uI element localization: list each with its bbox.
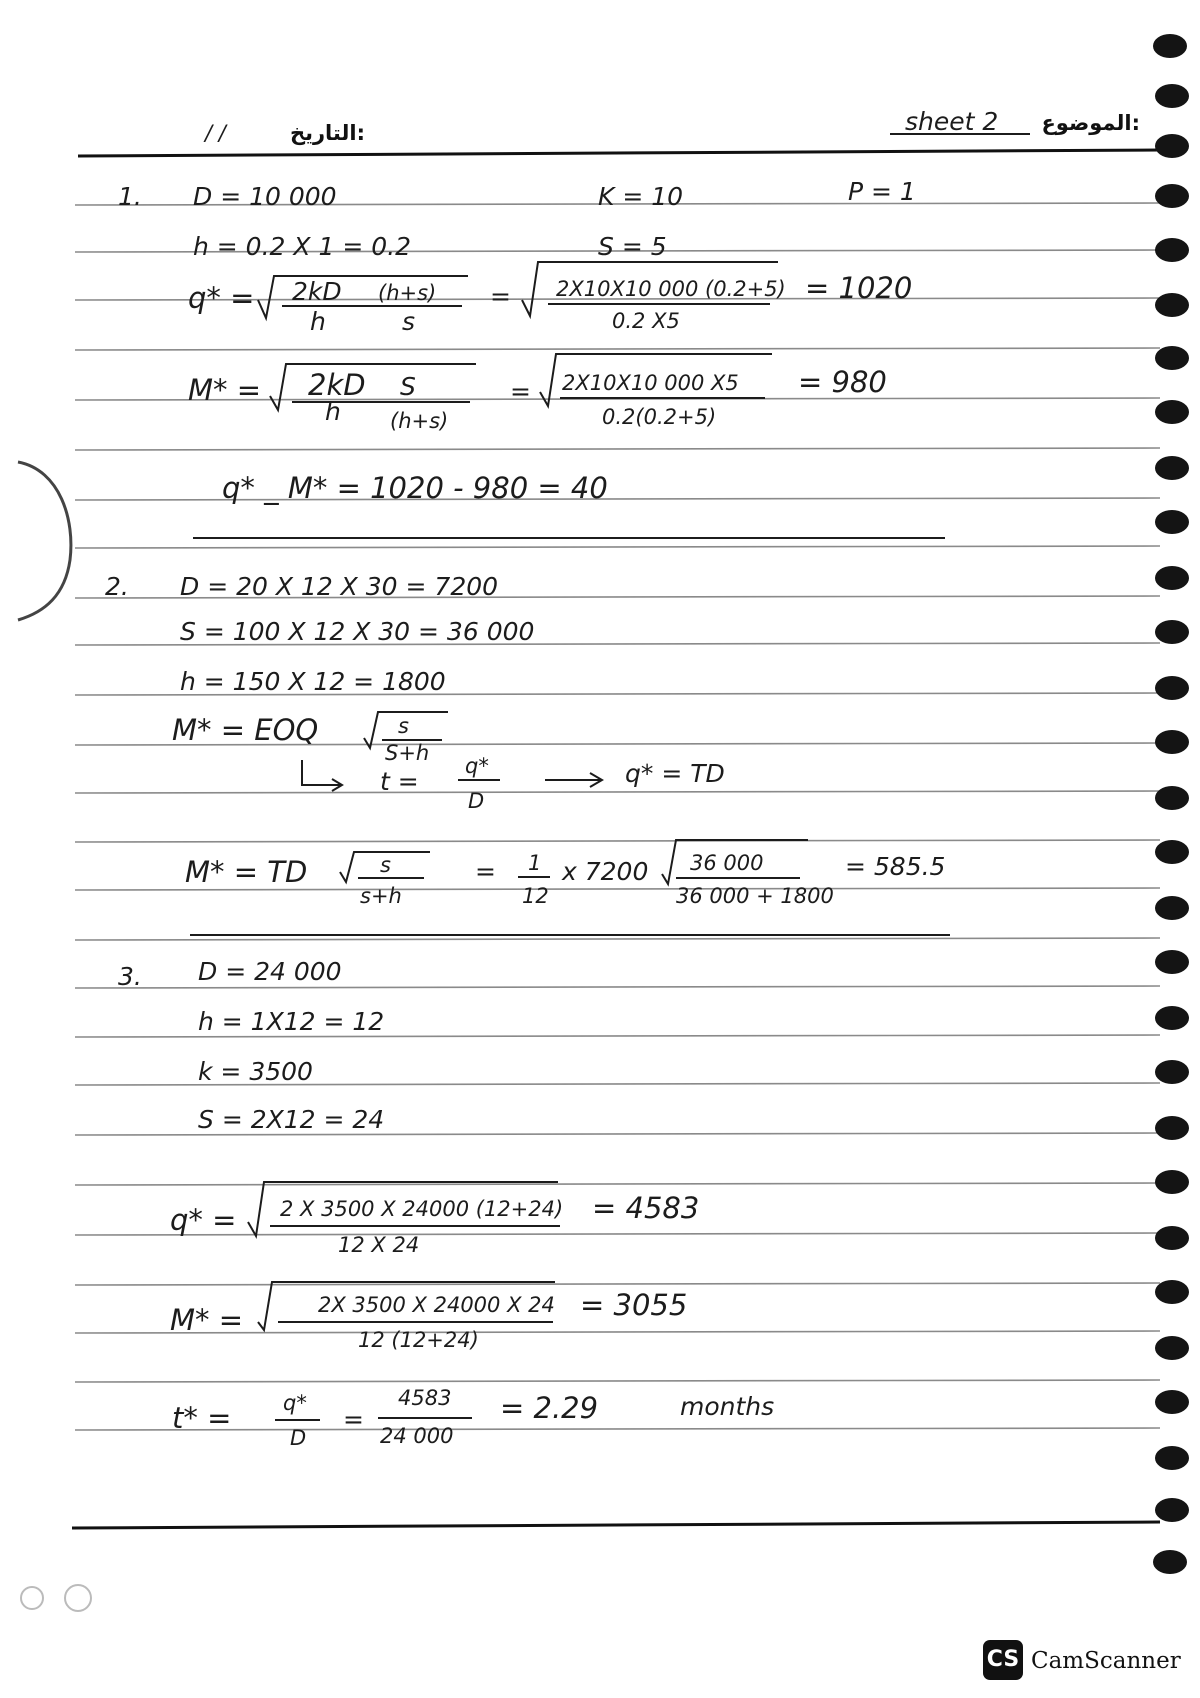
root-den: 36 000 + 1800 [676,884,834,908]
t-num2: 4583 [398,1386,452,1410]
t-den: D [468,789,485,813]
difference-line: q* _ M* = 1020 - 980 = 40 [222,471,608,505]
camscanner-logo: CS [983,1640,1023,1680]
m-den: 12 (12+24) [358,1328,479,1352]
svg-text:=: = [490,282,511,311]
m-sym-num2: S [400,372,416,401]
camscanner-name: CamScanner [1031,1648,1181,1674]
t-num1: q* [283,1391,307,1415]
ring-mark-2 [65,1585,91,1611]
subject-label: الموضوع: [1041,111,1140,135]
given-h: h = 150 X 12 = 1800 [180,667,446,696]
problem-1 [118,177,945,538]
m-formula-num: s [398,714,409,738]
problem-3 [118,957,774,1450]
t-unit: months [680,1392,775,1421]
given-k: k = 3500 [198,1057,313,1086]
m-num-den: 0.2(0.2+5) [602,405,717,429]
q-result: = 4583 [592,1191,700,1225]
q-result: = 1020 [805,271,913,305]
frac-den: 12 [522,884,549,908]
m-result: = 3055 [580,1288,688,1322]
m-star-lhs: M* = [170,1303,244,1337]
t-den1: D [290,1426,307,1450]
m-formula-lhs: M* = EOQ [172,713,319,747]
problem-number: 2. [105,572,129,601]
q-num: 2 X 3500 X 24000 (12+24) [280,1197,564,1221]
subject-value: sheet 2 [905,107,999,136]
q-den: 12 X 24 [338,1233,420,1257]
t-num: q* [465,754,489,778]
q-sym-num2: (h+s) [378,281,437,305]
q-equals-td: q* = TD [625,759,725,788]
problem-2 [105,572,950,935]
t-result: = 2.29 [500,1391,599,1425]
given-h: h = 0.2 X 1 = 0.2 [193,232,411,261]
times-7200: x 7200 [562,857,649,886]
t-lhs: t = [380,767,419,796]
date-value: / / [205,121,226,145]
given-k: K = 10 [598,182,684,211]
given-s: S = 5 [598,232,667,261]
problem-number: 1. [118,182,142,211]
root-num: 36 000 [690,851,764,875]
date-label: التاريخ: [289,121,365,145]
m-final-eq: = [475,857,496,886]
frac-num: 1 [528,851,542,875]
m-num: 2X 3500 X 24000 X 24 [318,1293,555,1317]
m-formula-den: S+h [385,741,430,765]
given-d: D = 10 000 [193,182,337,211]
t-eq: = [343,1405,364,1434]
t-star-lhs: t* = [172,1401,232,1435]
svg-text:=: = [510,377,531,406]
m-final-lhs: M* = TD [185,855,308,889]
m-final-den: s+h [360,884,402,908]
m-star-lhs: M* = [188,373,262,407]
given-p: P = 1 [848,177,916,206]
given-d: D = 20 X 12 X 30 = 7200 [180,572,499,601]
m-sym-den: h [325,397,341,426]
q-star-lhs: q* = [170,1203,237,1237]
m-num-num: 2X10X10 000 X5 [562,371,739,395]
punch-hole-shadow [18,462,71,620]
given-s: S = 2X12 = 24 [198,1105,385,1134]
q-sym-num: 2kD [292,277,342,306]
given-d: D = 24 000 [198,957,342,986]
m-final-num: s [380,853,391,877]
m-final-result: = 585.5 [845,852,946,881]
given-h: h = 1X12 = 12 [198,1007,385,1036]
given-s: S = 100 X 12 X 30 = 36 000 [180,617,535,646]
t-den2: 24 000 [380,1424,454,1448]
m-sym-den2: (h+s) [390,409,449,433]
q-sym-den2: s [402,307,416,336]
m-result: = 980 [798,365,887,399]
q-star-lhs: q* = [188,281,255,315]
q-num-den: 0.2 X5 [612,309,680,333]
m-sym-num: 2kD [308,368,366,402]
ring-mark-1 [21,1587,43,1609]
problem-number: 3. [118,962,142,991]
q-sym-den: h [310,307,326,336]
spiral-binding [1153,34,1189,1574]
q-num-num: 2X10X10 000 (0.2+5) [556,277,786,301]
